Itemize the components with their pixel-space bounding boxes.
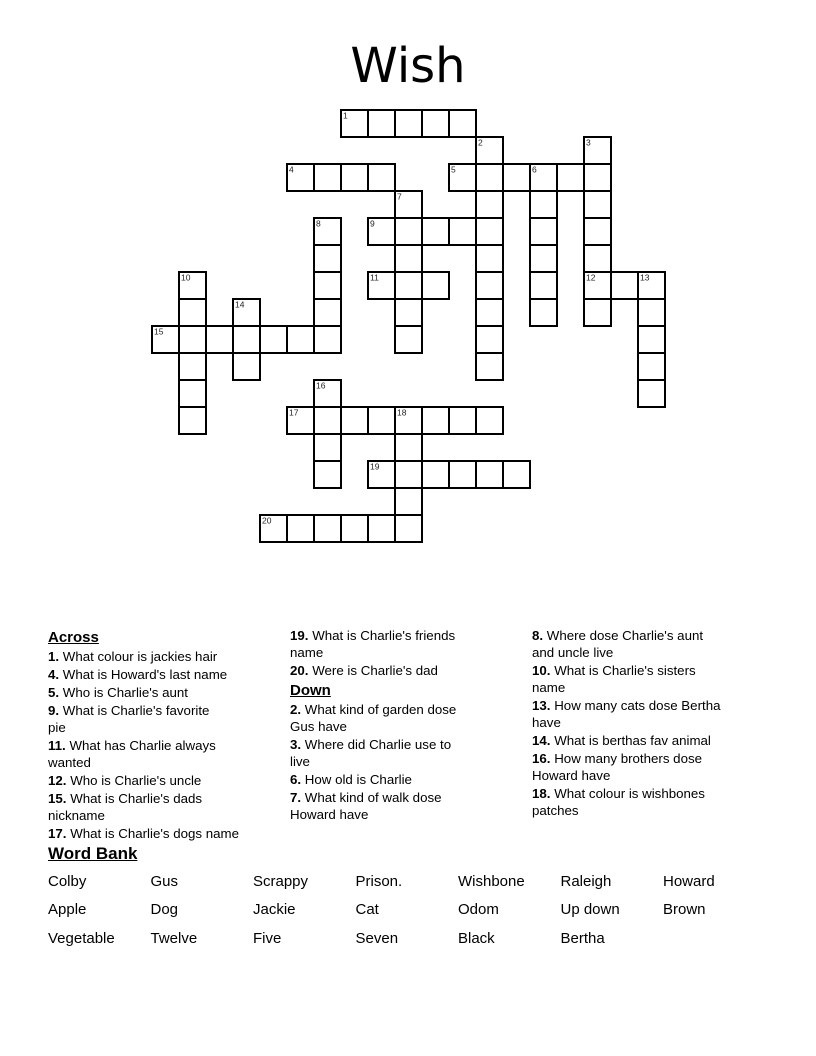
clue-13 [532, 697, 768, 731]
grid-cell-r6c12[interactable] [476, 272, 503, 299]
grid-number-17: 17 [289, 407, 299, 418]
grid-cell-r9c18[interactable] [638, 353, 665, 380]
grid-cell-r2c7[interactable] [341, 164, 368, 191]
clue-2-line-2: Gus have [290, 719, 347, 734]
grid-cell-r0c10[interactable] [422, 110, 449, 137]
grid-cell-r8c1[interactable] [179, 326, 206, 353]
word-bank-section [48, 844, 788, 957]
clue-7-line-2: Howard have [290, 807, 369, 822]
grid-cell-r9c3[interactable] [233, 353, 260, 380]
clue-17-line-1: 17. What is Charlie's dogs name [48, 826, 240, 841]
grid-cell-r9c1[interactable] [179, 353, 206, 380]
grid-cell-r13c13[interactable] [503, 461, 530, 488]
grid-number-10: 10 [181, 272, 191, 283]
word-bank-word: Apple [48, 901, 87, 919]
grid-cell-r3c14[interactable] [530, 191, 557, 218]
word-bank-heading: Word Bank [48, 844, 138, 863]
grid-cell-r4c11[interactable] [449, 218, 476, 245]
grid-cell-r11c7[interactable] [341, 407, 368, 434]
grid-cell-r5c9[interactable] [395, 245, 422, 272]
grid-cell-r6c14[interactable] [530, 272, 557, 299]
word-bank-word: Cat [355, 901, 379, 919]
clue-3 [290, 736, 526, 770]
grid-number-14: 14 [235, 299, 245, 310]
grid-cell-r5c12[interactable] [476, 245, 503, 272]
word-bank-word: Up down [560, 901, 620, 919]
clue-15-line-2: nickname [48, 808, 105, 823]
clue-14 [532, 732, 768, 749]
clue-5 [48, 684, 284, 701]
clue-column-2 [290, 627, 526, 824]
grid-number-20: 20 [262, 515, 272, 526]
clue-14-line-1: 14. What is berthas fav animal [532, 733, 711, 748]
clue-number-label: 4. [48, 667, 60, 682]
clue-3-line-2: live [290, 754, 310, 769]
word-bank-word: Five [253, 929, 282, 947]
grid-number-6: 6 [532, 164, 537, 175]
grid-cell-r8c12[interactable] [476, 326, 503, 353]
clue-column-3 [532, 627, 768, 820]
grid-cell-r4c14[interactable] [530, 218, 557, 245]
word-bank-row-3 [48, 929, 788, 957]
grid-number-2: 2 [478, 137, 483, 148]
grid-cell-r2c6[interactable] [314, 164, 341, 191]
grid-number-4: 4 [289, 164, 294, 175]
grid-number-19: 19 [370, 461, 380, 472]
clue-5-line-1: 5. Who is Charlie's aunt [48, 685, 189, 700]
clue-2 [290, 701, 526, 735]
puzzle-title: Wish [350, 38, 466, 94]
clue-number-label: 20. [290, 663, 309, 678]
clue-number-label: 6. [290, 772, 302, 787]
clue-2-line-1: 2. What kind of garden dose [290, 702, 457, 717]
clue-18-line-2: patches [532, 803, 579, 818]
clue-9 [48, 702, 284, 736]
clue-3-line-1: 3. Where did Charlie use to [290, 737, 452, 752]
grid-cell-r7c14[interactable] [530, 299, 557, 326]
word-bank-row-2 [48, 900, 788, 928]
clue-number-label: 15. [48, 791, 67, 806]
grid-cell-r8c9[interactable] [395, 326, 422, 353]
grid-cell-r6c6[interactable] [314, 272, 341, 299]
clue-13-line-1: 13. How many cats dose Bertha [532, 698, 721, 713]
grid-number-18: 18 [397, 407, 407, 418]
word-bank-word: Seven [355, 929, 399, 947]
clue-number-label: 7. [290, 790, 302, 805]
word-bank-word: Black [458, 929, 495, 947]
grid-cell-r7c6[interactable] [314, 299, 341, 326]
grid-number-7: 7 [397, 191, 402, 202]
grid-cell-r10c18[interactable] [638, 380, 665, 407]
grid-cell-r8c3[interactable] [233, 326, 260, 353]
grid-cell-r8c18[interactable] [638, 326, 665, 353]
grid-cell-r4c10[interactable] [422, 218, 449, 245]
clue-16-line-1: 16. How many brothers dose [532, 751, 703, 766]
grid-cell-r7c9[interactable] [395, 299, 422, 326]
clue-15 [48, 790, 284, 824]
clue-19-line-1: 19. What is Charlie's friends [290, 628, 456, 643]
grid-cell-r11c11[interactable] [449, 407, 476, 434]
clue-number-label: 14. [532, 733, 551, 748]
grid-number-3: 3 [586, 137, 591, 148]
clue-number-label: 3. [290, 737, 302, 752]
grid-number-1: 1 [343, 110, 348, 121]
grid-cell-r15c8[interactable] [368, 515, 395, 542]
clue-number-label: 5. [48, 685, 60, 700]
word-bank-word: Gus [150, 873, 179, 890]
clue-9-line-2: pie [48, 720, 66, 735]
clue-number-label: 10. [532, 663, 551, 678]
clue-13-line-2: have [532, 715, 561, 730]
clue-11 [48, 737, 284, 771]
word-bank-word: Wishbone [458, 873, 525, 890]
grid-cell-r2c13[interactable] [503, 164, 530, 191]
grid-cell-r0c9[interactable] [395, 110, 422, 137]
clue-column-1 [48, 627, 284, 843]
clue-19-line-2: name [290, 645, 324, 660]
clue-4 [48, 666, 284, 683]
clue-20-line-1: 20. Were is Charlie's dad [290, 663, 438, 678]
grid-number-15: 15 [154, 326, 164, 337]
grid-cell-r11c1[interactable] [179, 407, 206, 434]
grid-cell-r11c12[interactable] [476, 407, 503, 434]
grid-cell-r2c16[interactable] [584, 164, 611, 191]
clue-number-label: 12. [48, 773, 67, 788]
grid-cell-r7c1[interactable] [179, 299, 206, 326]
grid-number-16: 16 [316, 380, 326, 391]
grid-cell-r12c9[interactable] [395, 434, 422, 461]
clue-4-line-1: 4. What is Howard's last name [48, 667, 228, 682]
clue-18 [532, 785, 768, 819]
word-bank-word: Raleigh [560, 873, 612, 890]
grid-cell-r3c16[interactable] [584, 191, 611, 218]
grid-cell-r4c9[interactable] [395, 218, 422, 245]
grid-cell-r7c12[interactable] [476, 299, 503, 326]
grid-cell-r8c4[interactable] [260, 326, 287, 353]
grid-cell-r11c6[interactable] [314, 407, 341, 434]
grid-cell-r15c9[interactable] [395, 515, 422, 542]
grid-number-9: 9 [370, 218, 375, 229]
clue-15-line-1: 15. What is Charlie's dads [48, 791, 203, 806]
clue-1-line-1: 1. What colour is jackies hair [48, 649, 218, 664]
clue-6-line-1: 6. How old is Charlie [290, 772, 412, 787]
clue-8-line-1: 8. Where dose Charlie's aunt [532, 628, 704, 643]
clue-12 [48, 772, 284, 789]
clues-heading-across: Across [48, 629, 99, 646]
grid-cell-r15c7[interactable] [341, 515, 368, 542]
clue-17 [48, 825, 284, 842]
grid-cell-r4c16[interactable] [584, 218, 611, 245]
word-bank-word: Odom [458, 901, 499, 919]
word-bank-word: Howard [663, 873, 715, 890]
clue-number-label: 19. [290, 628, 309, 643]
grid-cell-r3c12[interactable] [476, 191, 503, 218]
clue-10 [532, 662, 768, 696]
word-bank-row-1 [48, 872, 788, 900]
grid-cell-r8c5[interactable] [287, 326, 314, 353]
grid-number-5: 5 [451, 164, 456, 175]
word-bank-word: Bertha [560, 929, 605, 947]
grid-cell-r8c2[interactable] [206, 326, 233, 353]
grid-cell-r13c10[interactable] [422, 461, 449, 488]
clues-heading-down: Down [290, 682, 331, 699]
grid-cell-r13c9[interactable] [395, 461, 422, 488]
clue-number-label: 11. [48, 738, 66, 753]
clue-8 [532, 627, 768, 661]
grid-cell-r9c12[interactable] [476, 353, 503, 380]
grid-cell-r13c6[interactable] [314, 461, 341, 488]
clue-11-line-1: 11. What has Charlie always [48, 738, 216, 753]
clue-12-line-1: 12. Who is Charlie's uncle [48, 773, 202, 788]
word-bank-word: Prison. [355, 873, 403, 890]
grid-cell-r4c12[interactable] [476, 218, 503, 245]
grid-cell-r5c14[interactable] [530, 245, 557, 272]
grid-cell-r13c11[interactable] [449, 461, 476, 488]
clue-number-label: 2. [290, 702, 302, 717]
grid-number-8: 8 [316, 218, 321, 229]
grid-cell-r14c9[interactable] [395, 488, 422, 515]
clue-8-line-2: and uncle live [532, 645, 614, 660]
word-bank-rows [48, 872, 788, 957]
grid-cell-r2c12[interactable] [476, 164, 503, 191]
grid-cell-r11c8[interactable] [368, 407, 395, 434]
grid-cell-r13c12[interactable] [476, 461, 503, 488]
grid-cell-r2c15[interactable] [557, 164, 584, 191]
word-bank-word: Brown [663, 901, 706, 919]
grid-cell-r11c10[interactable] [422, 407, 449, 434]
clue-1 [48, 648, 284, 665]
word-bank-word: Scrappy [253, 873, 309, 890]
grid-number-12: 12 [586, 272, 596, 283]
grid-cell-r6c17[interactable] [611, 272, 638, 299]
grid-cell-r7c18[interactable] [638, 299, 665, 326]
grid-cell-r15c5[interactable] [287, 515, 314, 542]
clue-10-line-2: name [532, 680, 566, 695]
grid-cell-r6c10[interactable] [422, 272, 449, 299]
clue-7 [290, 789, 526, 823]
grid-cell-r7c16[interactable] [584, 299, 611, 326]
word-bank-word: Jackie [253, 901, 296, 919]
clue-number-label: 8. [532, 628, 544, 643]
grid-number-13: 13 [640, 272, 650, 283]
clue-number-label: 16. [532, 751, 551, 766]
clue-16 [532, 750, 768, 784]
clue-20 [290, 662, 526, 679]
grid-cell-r15c6[interactable] [314, 515, 341, 542]
grid-cell-r8c6[interactable] [314, 326, 341, 353]
grid-cell-r2c8[interactable] [368, 164, 395, 191]
grid-cell-r5c16[interactable] [584, 245, 611, 272]
clue-18-line-1: 18. What colour is wishbones [532, 786, 705, 801]
clue-number-label: 18. [532, 786, 551, 801]
grid-cell-r5c6[interactable] [314, 245, 341, 272]
clue-number-label: 13. [532, 698, 551, 713]
clue-number-label: 1. [48, 649, 60, 664]
grid-cell-r0c11[interactable] [449, 110, 476, 137]
word-bank-word: Vegetable [48, 929, 115, 947]
word-bank-word: Twelve [150, 929, 198, 947]
clue-number-label: 17. [48, 826, 67, 841]
clue-10-line-1: 10. What is Charlie's sisters [532, 663, 696, 678]
grid-cell-r0c8[interactable] [368, 110, 395, 137]
clue-9-line-1: 9. What is Charlie's favorite [48, 703, 210, 718]
word-bank-word: Colby [48, 873, 87, 890]
clue-19 [290, 627, 526, 661]
clue-11-line-2: wanted [48, 755, 91, 770]
clue-number-label: 9. [48, 703, 60, 718]
grid-number-11: 11 [370, 272, 379, 283]
grid-cell-r10c1[interactable] [179, 380, 206, 407]
clue-16-line-2: Howard have [532, 768, 611, 783]
crossword-grid [151, 109, 666, 543]
clue-7-line-1: 7. What kind of walk dose [290, 790, 442, 805]
clue-6 [290, 771, 526, 788]
word-bank-word: Dog [150, 901, 179, 919]
grid-cell-r12c6[interactable] [314, 434, 341, 461]
grid-cell-r6c9[interactable] [395, 272, 422, 299]
